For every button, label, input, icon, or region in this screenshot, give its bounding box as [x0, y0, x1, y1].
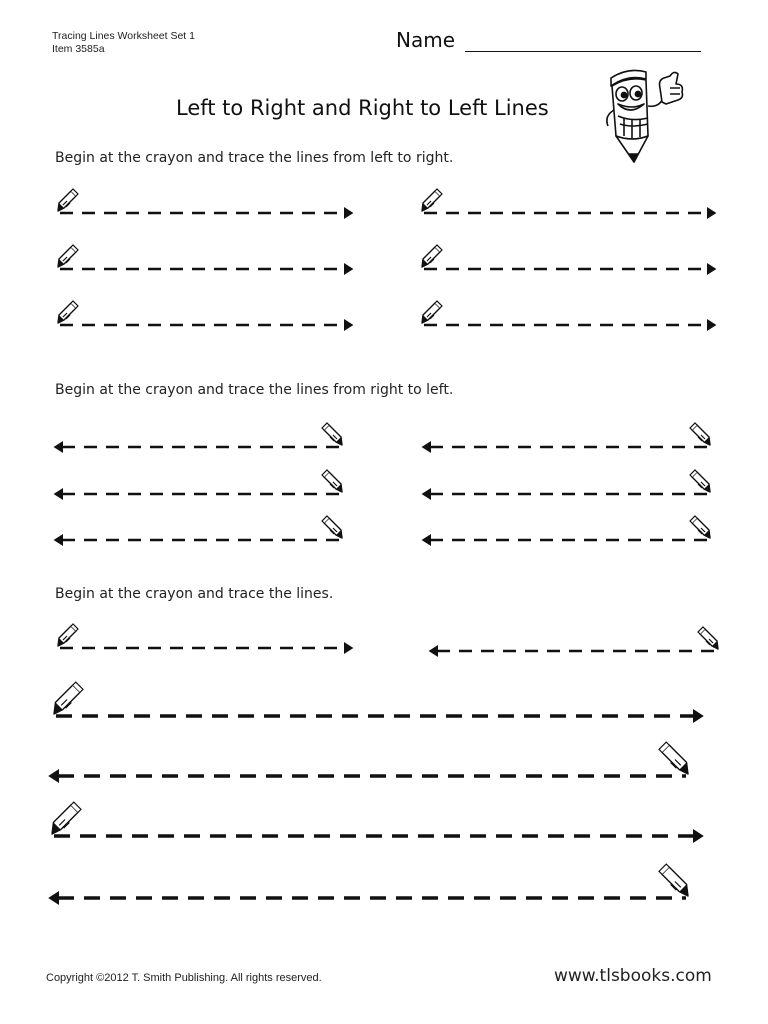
crayon-icon: [58, 301, 78, 323]
crayon-icon: [690, 470, 710, 492]
arrowhead-left-icon: [422, 488, 431, 500]
arrowhead-left-icon: [48, 891, 59, 905]
crayon-icon: [698, 627, 718, 649]
arrowhead-right-icon: [344, 263, 353, 275]
arrowhead-right-icon: [344, 319, 353, 331]
arrowhead-right-icon: [707, 319, 716, 331]
crayon-icon: [422, 245, 442, 267]
crayon-icon: [322, 516, 342, 538]
arrowhead-right-icon: [693, 829, 704, 843]
crayon-icon: [322, 423, 342, 445]
worksheet-set-label: Tracing Lines Worksheet Set 1: [52, 30, 195, 42]
instruction-left-to-right: Begin at the crayon and trace the lines from left to right.: [55, 150, 454, 166]
arrowhead-left-icon: [54, 488, 63, 500]
crayon-icon: [659, 864, 688, 896]
crayon-icon: [659, 742, 688, 774]
arrowhead-left-icon: [54, 441, 63, 453]
arrowhead-right-icon: [344, 642, 353, 654]
page-title: Left to Right and Right to Left Lines: [176, 96, 549, 120]
arrowhead-left-icon: [422, 441, 431, 453]
crayon-icon: [690, 423, 710, 445]
name-label: Name: [396, 28, 456, 52]
item-number-label: Item 3585a: [52, 43, 105, 55]
arrowhead-left-icon: [429, 645, 438, 657]
crayon-icon: [52, 802, 81, 834]
arrowhead-left-icon: [54, 534, 63, 546]
arrowhead-left-icon: [48, 769, 59, 783]
arrowhead-right-icon: [693, 709, 704, 723]
crayon-icon: [322, 470, 342, 492]
crayon-icon: [690, 516, 710, 538]
crayon-icon: [422, 301, 442, 323]
arrowhead-left-icon: [422, 534, 431, 546]
arrowhead-right-icon: [344, 207, 353, 219]
arrowhead-right-icon: [707, 263, 716, 275]
instruction-right-to-left: Begin at the crayon and trace the lines from right to left.: [55, 382, 454, 398]
crayon-icon: [58, 624, 78, 646]
crayon-icon: [54, 682, 83, 714]
copyright-text: Copyright ©2012 T. Smith Publishing. All rights reserved.: [46, 972, 322, 984]
crayon-icon: [58, 189, 78, 211]
crayon-icon: [422, 189, 442, 211]
arrowhead-right-icon: [707, 207, 716, 219]
instruction-mixed: Begin at the crayon and trace the lines.: [55, 586, 334, 602]
crayon-icon: [58, 245, 78, 267]
website-url: www.tlsbooks.com: [554, 966, 712, 986]
